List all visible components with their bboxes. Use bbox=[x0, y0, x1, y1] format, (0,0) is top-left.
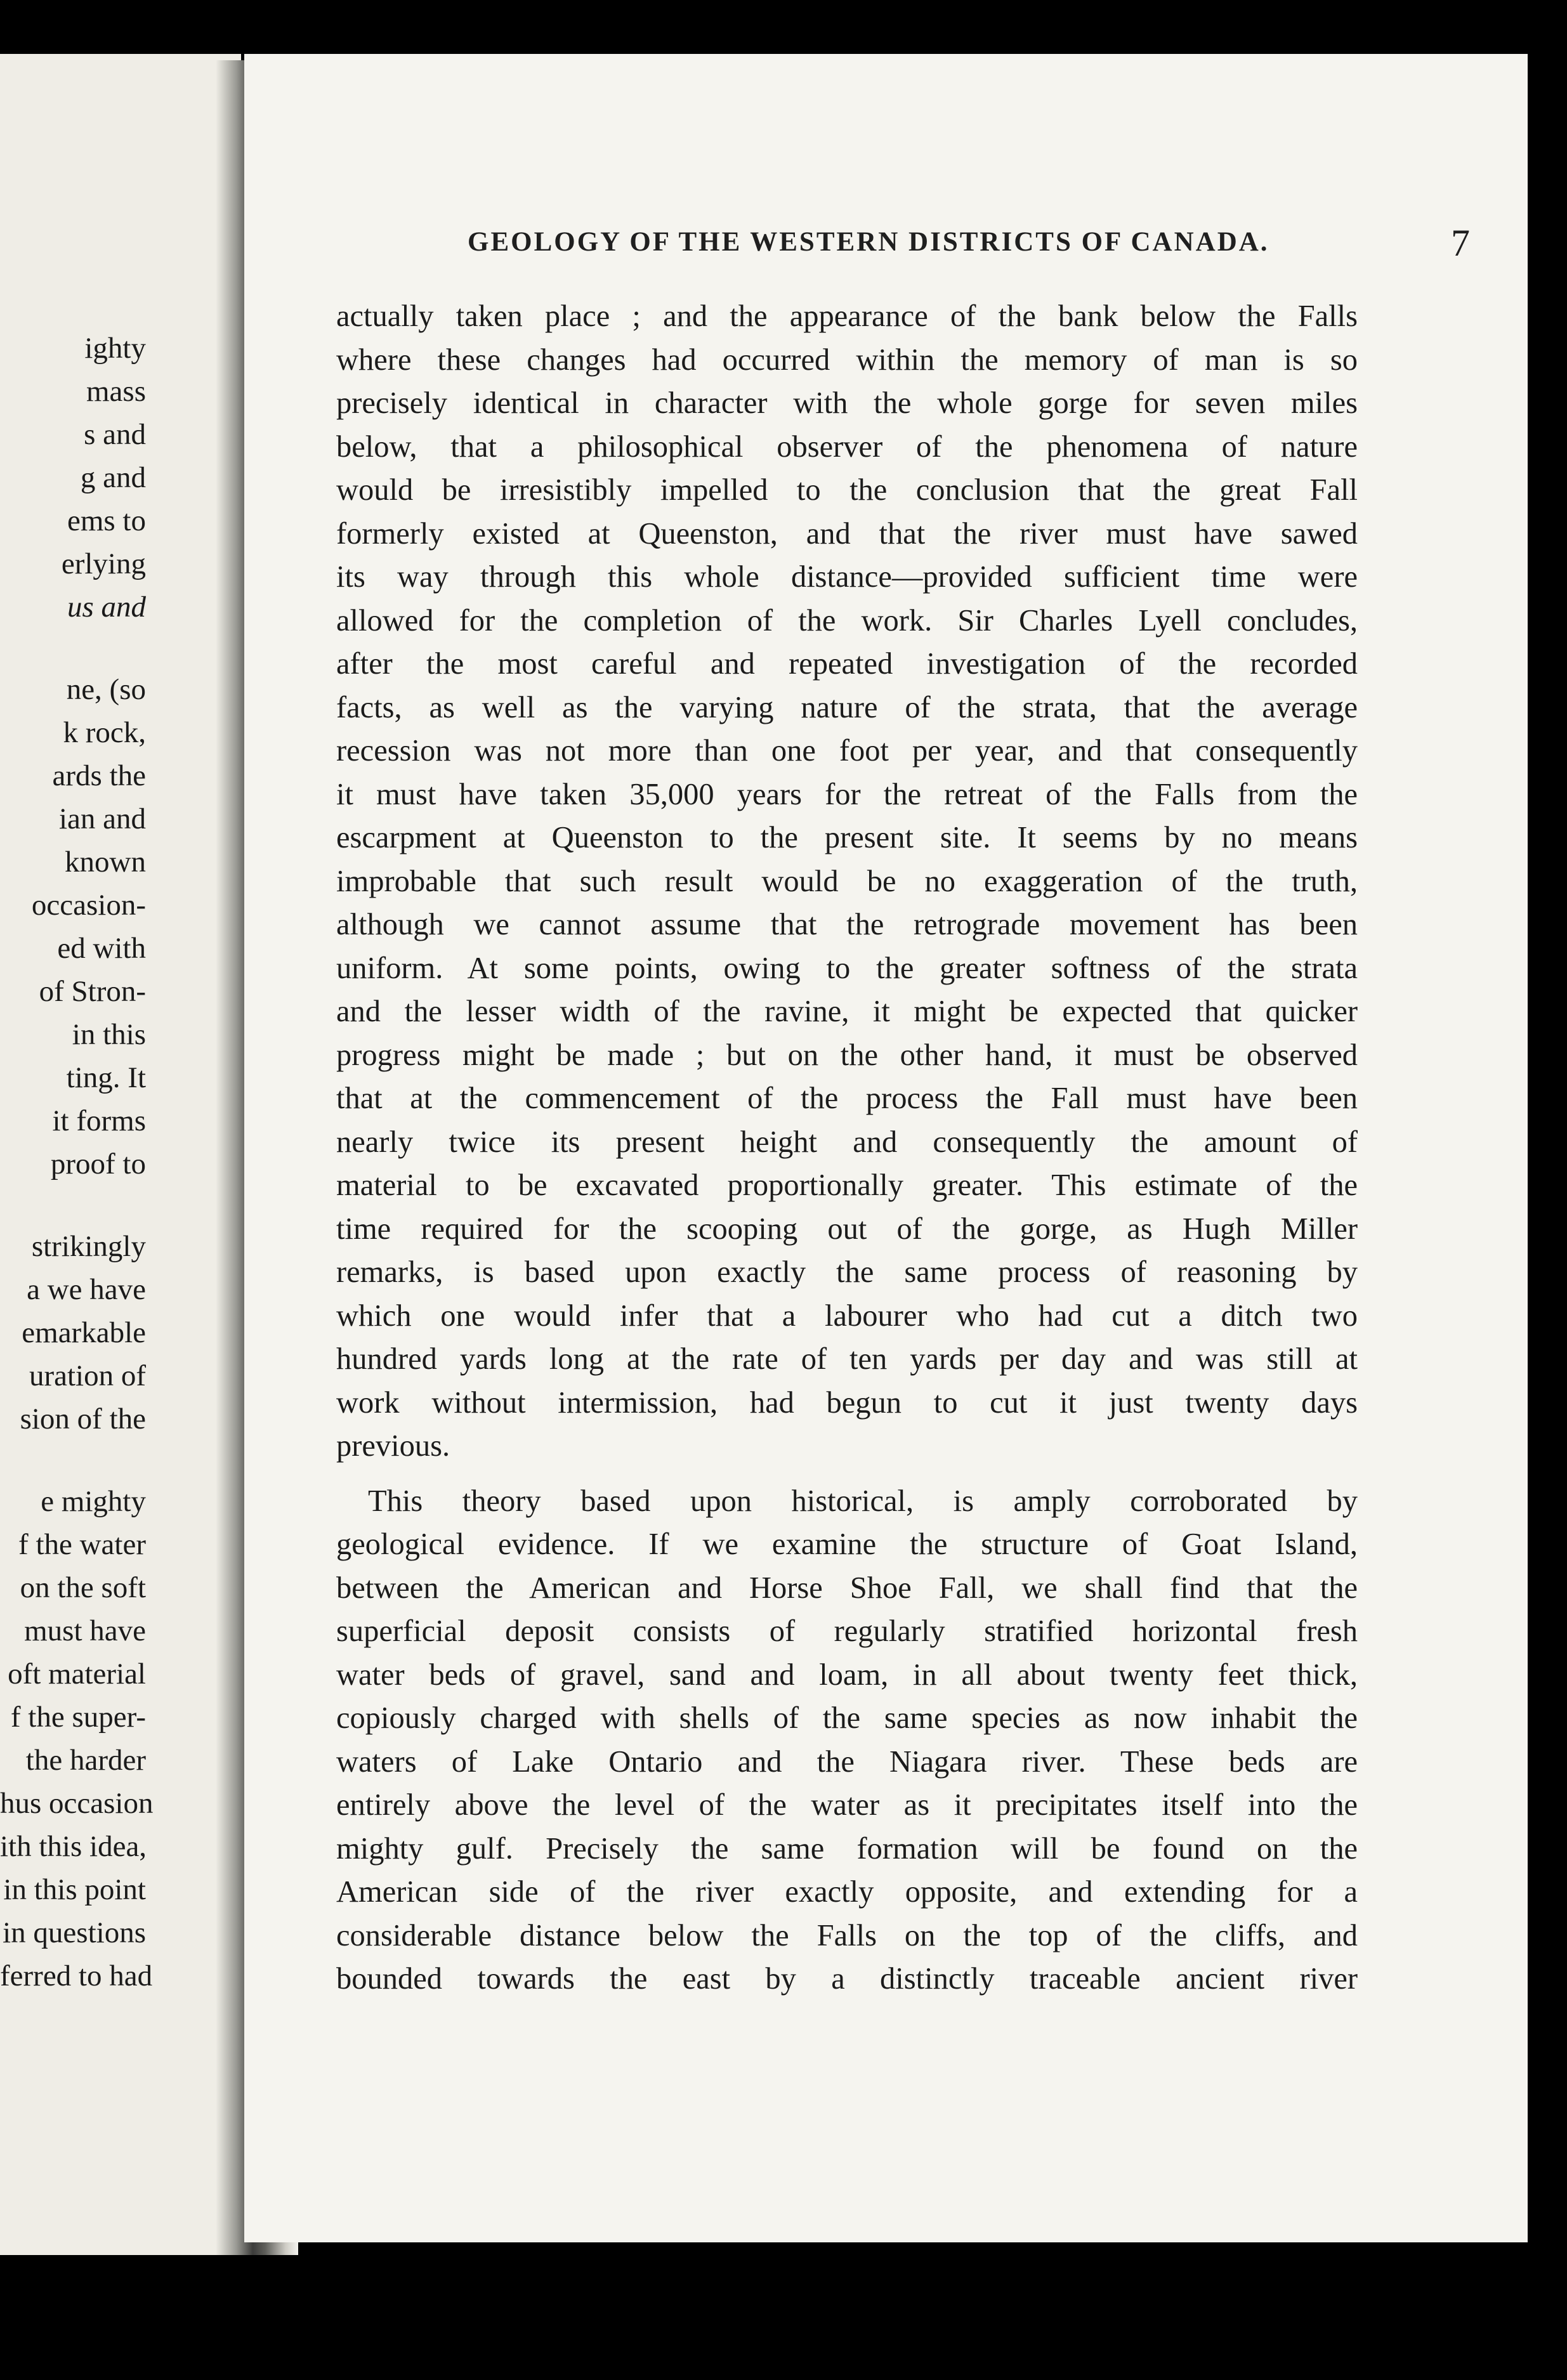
previous-page-line: ith this idea, bbox=[0, 1830, 147, 1863]
paragraph-gap bbox=[336, 1468, 1358, 1480]
previous-page-line: erlying bbox=[61, 547, 146, 580]
text-line: progress might be made ; but on the other hand, it must be observed bbox=[336, 1038, 1358, 1072]
previous-page-line: known bbox=[65, 846, 146, 879]
text-line: bounded towards the east by a distinctly traceable ancient river bbox=[336, 1962, 1358, 1996]
text-line: American side of the river exactly opposite, and extending for a bbox=[336, 1875, 1358, 1909]
text-line: where these changes had occurred within the memory of man is so bbox=[336, 343, 1358, 377]
previous-page-line: g and bbox=[80, 461, 146, 494]
text-line: and the lesser width of the ravine, it might be expected that quicker bbox=[336, 995, 1358, 1028]
previous-page-fragment bbox=[0, 54, 241, 2255]
previous-page-line: proof to bbox=[50, 1148, 146, 1180]
text-line: geological evidence. If we examine the structure of Goat Island, bbox=[336, 1527, 1358, 1561]
previous-page-line: sion of the bbox=[20, 1403, 146, 1435]
previous-page-line: a we have bbox=[27, 1273, 146, 1306]
previous-page-line: ting. It bbox=[66, 1061, 146, 1094]
previous-page-line: the harder bbox=[25, 1744, 146, 1777]
previous-page-line: ems to bbox=[67, 504, 146, 537]
text-line: that at the commencement of the process the Fall must have been bbox=[336, 1082, 1358, 1115]
previous-page-line: us and bbox=[67, 591, 146, 624]
previous-page-line: in questions bbox=[3, 1916, 146, 1949]
text-line: facts, as well as the varying nature of the strata, that the average bbox=[336, 690, 1358, 724]
text-line: superficial deposit consists of regularly stratified horizontal fresh bbox=[336, 1614, 1358, 1648]
text-line: hundred yards long at the rate of ten yards per day and was still at bbox=[336, 1342, 1358, 1376]
text-line: time required for the scooping out of the gorge, as Hugh Miller bbox=[336, 1212, 1358, 1246]
previous-page-line: occasion- bbox=[31, 889, 146, 922]
text-line: although we cannot assume that the retrograde movement has been bbox=[336, 908, 1358, 941]
text-line: work without intermission, had begun to cut it just twenty days bbox=[336, 1385, 1358, 1420]
text-line: it must have taken 35,000 years for the retreat of the Falls from the bbox=[336, 777, 1358, 811]
text-line: entirely above the level of the water as it precipitates itself into the bbox=[336, 1788, 1358, 1822]
text-line: material to be excavated proportionally greater. This estimate of the bbox=[336, 1168, 1358, 1202]
text-line: would be irresistibly impelled to the conclusion that the great Fall bbox=[336, 473, 1358, 507]
previous-page-line: strikingly bbox=[31, 1230, 146, 1263]
text-line: previous. bbox=[336, 1429, 450, 1463]
previous-page-line: ed with bbox=[57, 932, 146, 965]
previous-page-line: hus occasion bbox=[0, 1787, 154, 1820]
book-page bbox=[244, 54, 1528, 2242]
text-line: which one would infer that a labourer who had cut a ditch two bbox=[336, 1298, 1358, 1333]
text-line: considerable distance below the Falls on the top of the cliffs, and bbox=[336, 1918, 1358, 1952]
previous-page-line: f the super- bbox=[10, 1701, 146, 1734]
running-title: GEOLOGY OF THE WESTERN DISTRICTS OF CANADA. bbox=[468, 227, 1269, 257]
text-line: uniform. At some points, owing to the greater softness of the strata bbox=[336, 951, 1358, 985]
text-line: allowed for the completion of the work. Sir Charles Lyell concludes, bbox=[336, 603, 1358, 638]
page-number: 7 bbox=[1451, 222, 1470, 264]
previous-page-line: emarkable bbox=[22, 1316, 146, 1349]
paragraph-1 bbox=[336, 295, 1358, 1468]
previous-page-line: on the soft bbox=[20, 1571, 146, 1604]
text-line: nearly twice its present height and consequently the amount of bbox=[336, 1125, 1358, 1159]
previous-page-line: in this point bbox=[3, 1873, 146, 1906]
body-text bbox=[336, 295, 1358, 2001]
text-line: between the American and Horse Shoe Fall, we shall find that the bbox=[336, 1571, 1358, 1605]
previous-page-line: mass bbox=[86, 375, 146, 408]
text-line: waters of Lake Ontario and the Niagara river. These beds are bbox=[336, 1744, 1358, 1779]
text-line: precisely identical in character with the whole gorge for seven miles bbox=[336, 386, 1358, 420]
text-line: water beds of gravel, sand and loam, in all about twenty feet thick, bbox=[336, 1658, 1358, 1692]
text-line: after the most careful and repeated investigation of the recorded bbox=[336, 647, 1358, 681]
text-line: remarks, is based upon exactly the same process of reasoning by bbox=[336, 1255, 1358, 1289]
previous-page-line: ards the bbox=[52, 759, 146, 792]
text-line: improbable that such result would be no exaggeration of the truth, bbox=[336, 864, 1358, 898]
text-line: below, that a philosophical observer of the phenomena of nature bbox=[336, 429, 1358, 464]
previous-page-line: ferred to had bbox=[0, 1959, 153, 1992]
previous-page-line: f the water bbox=[18, 1528, 146, 1561]
previous-page-line: ian and bbox=[58, 802, 146, 835]
previous-page-line: uration of bbox=[29, 1359, 146, 1392]
previous-page-line: it forms bbox=[52, 1104, 146, 1137]
previous-page-line: ne, (so bbox=[66, 673, 146, 706]
text-line: This theory based upon historical, is amply corroborated by bbox=[368, 1484, 1358, 1518]
previous-page-line: must have bbox=[24, 1614, 146, 1647]
text-line: recession was not more than one foot per year, and that consequently bbox=[336, 734, 1358, 768]
paragraph-gap bbox=[0, 1186, 146, 1225]
paragraph-gap bbox=[0, 1441, 146, 1480]
running-head bbox=[468, 222, 1470, 271]
paragraph-2 bbox=[336, 1480, 1358, 2001]
previous-page-line: ighty bbox=[84, 332, 146, 365]
text-line: escarpment at Queenston to the present site. It seems by no means bbox=[336, 821, 1358, 854]
previous-page-line: s and bbox=[84, 418, 146, 451]
text-line: mighty gulf. Precisely the same formation will be found on the bbox=[336, 1831, 1358, 1866]
previous-page-text bbox=[0, 327, 154, 1998]
previous-page-line: of Stron- bbox=[39, 975, 146, 1008]
text-line: its way through this whole distance—provided sufficient time were bbox=[336, 560, 1358, 594]
paragraph-gap bbox=[0, 629, 146, 668]
previous-page-line: oft material bbox=[8, 1658, 146, 1690]
text-line: formerly existed at Queenston, and that the river must have sawed bbox=[336, 516, 1358, 551]
previous-page-line: e mighty bbox=[41, 1485, 146, 1518]
text-line: actually taken place ; and the appearance of the bank below the Falls bbox=[336, 299, 1358, 333]
previous-page-line: k rock, bbox=[63, 716, 146, 749]
previous-page-line: in this bbox=[72, 1018, 146, 1051]
text-line: copiously charged with shells of the same species as now inhabit the bbox=[336, 1701, 1358, 1735]
